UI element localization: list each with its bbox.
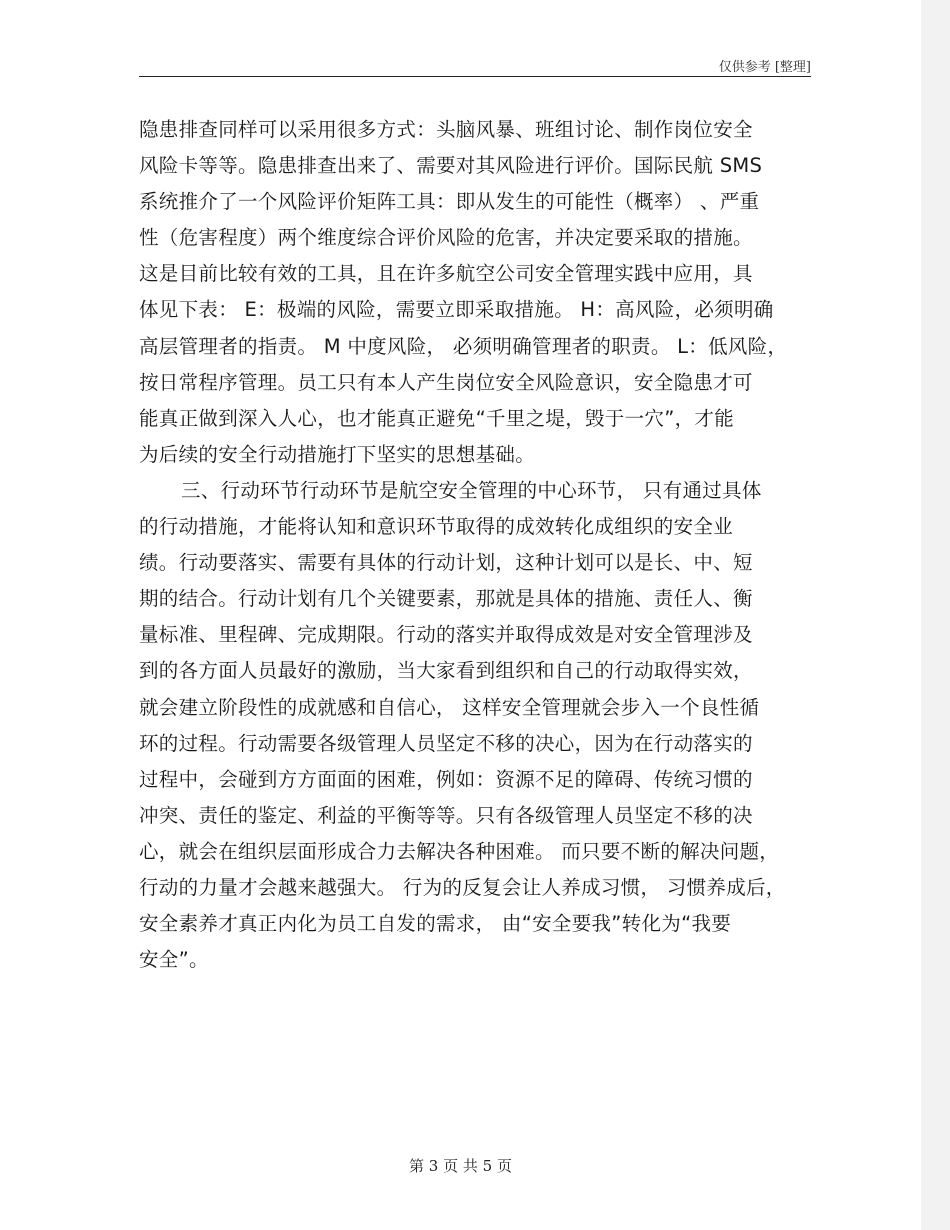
- text-line: 就会建立阶段性的成就感和自信心， 这样安全管理就会步入一个良性循: [139, 695, 760, 719]
- text-line: 隐患排查同样可以采用很多方式：头脑风暴、班组讨论、制作岗位安全: [139, 118, 753, 141]
- text-line: 为后续的安全行动措施打下坚实的思想基础。: [139, 442, 536, 466]
- text-line: 期的结合。行动计划有几个关键要素，那就是具体的措施、责任人、衡: [139, 587, 753, 611]
- text-line: 心，就会在组织层面形成合力去解决各种困难。 而只要不断的解决问题，: [139, 839, 780, 863]
- text-line: 到的各方面人员最好的激励，当大家看到组织和自己的行动取得实效，: [139, 659, 753, 683]
- header-rule: [139, 76, 811, 77]
- text-line: 性（危害程度）两个维度综合评价风险的危害，并决定要采取的措施。: [139, 226, 753, 250]
- text-line: 风险卡等等。隐患排查出来了、需要对其风险进行评价。国际民航 SMS: [139, 154, 763, 178]
- text-line: 按日常程序管理。员工只有本人产生岗位安全风险意识，安全隐患才可: [139, 370, 753, 394]
- text-line: 行动的力量才会越来越强大。 行为的反复会让人养成习惯， 习惯养成后，: [139, 875, 786, 899]
- text-line: 冲突、责任的鉴定、利益的平衡等等。只有各级管理人员坚定不移的决: [139, 803, 753, 827]
- text-line: 这是目前比较有效的工具，且在许多航空公司安全管理实践中应用，具: [139, 262, 753, 286]
- header-note: 仅供参考 [整理]: [718, 60, 811, 75]
- text-line: 绩。行动要落实、需要有具体的行动计划，这种计划可以是长、中、短: [139, 551, 753, 575]
- text-line: 体见下表： E：极端的风险，需要立即采取措施。 H：高风险，必须明确: [139, 298, 774, 322]
- text-line: 量标准、里程碑、完成期限。行动的落实并取得成效是对安全管理涉及: [139, 623, 753, 647]
- text-line: 的行动措施，才能将认知和意识环节取得的成效转化成组织的安全业: [139, 515, 734, 539]
- text-line: 过程中，会碰到方方面面的困难，例如：资源不足的障碍、传统习惯的: [139, 767, 753, 791]
- paragraph-start-line: 三、行动环节行动环节是航空安全管理的中心环节， 只有通过具体: [181, 478, 762, 502]
- text-line: 安全素养才真正内化为员工自发的需求， 由“安全要我”转化为“我要: [139, 912, 732, 936]
- text-line: 系统推介了一个风险评价矩阵工具：即从发生的可能性（概率） 、严重: [139, 190, 760, 214]
- text-line: 高层管理者的指责。 M 中度风险， 必须明确管理者的职责。 L：低风险，: [139, 334, 788, 358]
- page-number-footer: 第 3 页 共 5 页: [409, 1157, 512, 1175]
- text-line: 环的过程。行动需要各级管理人员坚定不移的决心，因为在行动落实的: [139, 731, 753, 755]
- text-line: 安全”。: [139, 948, 209, 972]
- body-text: [139, 112, 811, 978]
- text-line: 能真正做到深入人心，也才能真正避免“千里之堤，毁于一穴”，才能: [139, 406, 735, 430]
